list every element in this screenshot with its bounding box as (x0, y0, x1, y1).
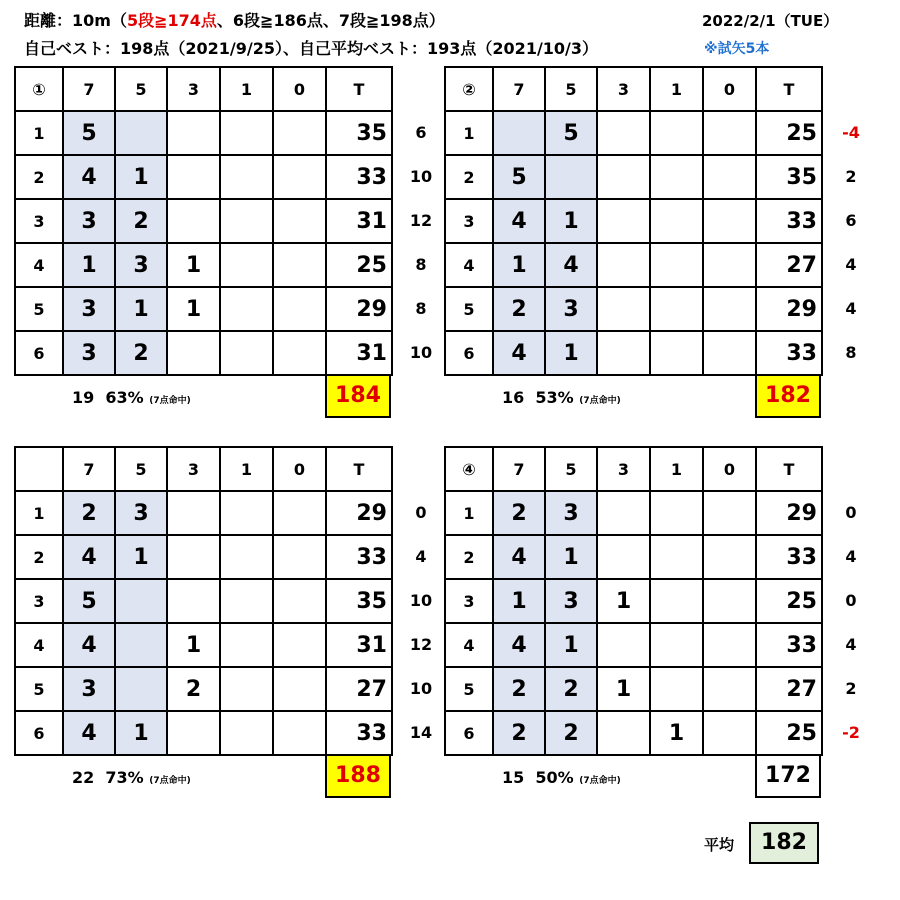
column-header: 0 (273, 67, 326, 111)
column-header: 1 (220, 447, 273, 491)
column-header: 1 (650, 67, 703, 111)
arrow-count (703, 111, 756, 155)
arrow-count: 4 (545, 243, 597, 287)
arrow-count: 1 (597, 579, 650, 623)
arrow-count: 5 (545, 111, 597, 155)
score-row (445, 331, 822, 375)
arrow-count (650, 491, 703, 535)
distance-suffix: 、6段≧186点、7段≧198点） (216, 11, 445, 30)
arrow-count (220, 243, 273, 287)
arrow-count: 1 (115, 711, 167, 755)
arrow-count (167, 199, 220, 243)
arrow-count: 2 (493, 711, 545, 755)
column-header: 3 (597, 67, 650, 111)
personal-best-line: 自己ベスト：198点（2021/9/25）、自己平均ベスト：193点（2021/10/3） (24, 39, 599, 58)
arrow-count (650, 287, 703, 331)
end-diff: 4 (845, 255, 857, 274)
end-number: 5 (15, 667, 63, 711)
arrow-count (650, 243, 703, 287)
arrow-count (220, 579, 273, 623)
end-diff: 4 (845, 547, 857, 566)
end-number: 3 (15, 579, 63, 623)
end-number: 5 (445, 287, 493, 331)
end-total: 27 (756, 243, 822, 287)
column-header: 1 (650, 447, 703, 491)
column-header: T (756, 447, 822, 491)
score-row (15, 199, 392, 243)
hit-count: 16 (502, 388, 525, 407)
score-row (445, 287, 822, 331)
block-label: ① (15, 67, 63, 111)
score-row (445, 535, 822, 579)
arrow-count: 4 (493, 623, 545, 667)
arrow-count (703, 331, 756, 375)
column-header: 5 (115, 447, 167, 491)
score-row (445, 623, 822, 667)
rank5-threshold: 5段≧174点 (126, 11, 217, 30)
end-diff: 0 (845, 591, 857, 610)
score-table-1 (14, 66, 393, 376)
block-label: ② (445, 67, 493, 111)
arrow-count (115, 579, 167, 623)
arrow-count (703, 155, 756, 199)
arrow-count: 5 (63, 579, 115, 623)
end-total: 35 (756, 155, 822, 199)
column-header: 5 (545, 447, 597, 491)
average-value: 182 (749, 822, 819, 864)
end-diff: 4 (415, 547, 427, 566)
arrow-count: 3 (545, 491, 597, 535)
end-total: 29 (326, 491, 392, 535)
end-total: 31 (326, 623, 392, 667)
score-row (15, 711, 392, 755)
end-number: 5 (15, 287, 63, 331)
score-row (15, 111, 392, 155)
arrow-count (273, 535, 326, 579)
arrow-count (597, 199, 650, 243)
block-label (15, 447, 63, 491)
end-total: 31 (326, 199, 392, 243)
arrow-count: 1 (167, 287, 220, 331)
session-date: 2022/2/1（TUE） (702, 12, 839, 30)
hit-count: 15 (502, 768, 525, 787)
arrow-count (650, 155, 703, 199)
column-header: T (326, 67, 392, 111)
arrow-count (273, 199, 326, 243)
score-row (15, 579, 392, 623)
arrow-count: 4 (493, 331, 545, 375)
arrow-count (703, 711, 756, 755)
arrow-count: 1 (167, 243, 220, 287)
hit-percent: 50% (535, 768, 574, 787)
arrow-count (703, 535, 756, 579)
end-number: 6 (15, 711, 63, 755)
arrow-count (650, 199, 703, 243)
score-row (445, 243, 822, 287)
end-diff: 6 (845, 211, 857, 230)
arrow-count (273, 287, 326, 331)
arrow-count (115, 667, 167, 711)
warmup-note: ※試矢5本 (704, 41, 770, 57)
end-total: 33 (756, 535, 822, 579)
arrow-count: 2 (63, 491, 115, 535)
end-total: 33 (326, 155, 392, 199)
end-number: 4 (445, 243, 493, 287)
end-number: 3 (445, 199, 493, 243)
arrow-count: 3 (63, 331, 115, 375)
arrow-count (703, 243, 756, 287)
arrow-count (650, 111, 703, 155)
end-diff: 10 (409, 343, 433, 362)
column-header: 1 (220, 67, 273, 111)
column-header: 7 (63, 447, 115, 491)
arrow-count (220, 287, 273, 331)
arrow-count (493, 111, 545, 155)
end-total: 25 (756, 579, 822, 623)
arrow-count: 2 (545, 711, 597, 755)
arrow-count (597, 711, 650, 755)
score-row (445, 491, 822, 535)
hit-percent-note: (7点命中) (579, 776, 621, 786)
end-number: 4 (15, 623, 63, 667)
arrow-count (597, 111, 650, 155)
arrow-count (597, 623, 650, 667)
arrow-count (167, 711, 220, 755)
arrow-count: 1 (545, 331, 597, 375)
hit-percent-note: (7点命中) (149, 776, 191, 786)
column-header: 5 (115, 67, 167, 111)
end-total: 29 (756, 287, 822, 331)
arrow-count: 3 (63, 287, 115, 331)
end-diff: 14 (409, 723, 433, 742)
hit-percent: 73% (105, 768, 144, 787)
block-total: 188 (325, 754, 391, 798)
arrow-count (220, 111, 273, 155)
end-total: 29 (756, 491, 822, 535)
arrow-count: 1 (545, 199, 597, 243)
arrow-count (650, 623, 703, 667)
end-diff: 6 (415, 123, 427, 142)
block-label: ④ (445, 447, 493, 491)
arrow-count: 1 (63, 243, 115, 287)
arrow-count (115, 623, 167, 667)
column-header: 0 (703, 67, 756, 111)
hit-count: 19 (72, 388, 95, 407)
column-header: 7 (493, 447, 545, 491)
score-table-4 (444, 446, 823, 756)
end-number: 5 (445, 667, 493, 711)
score-row (15, 331, 392, 375)
arrow-count (703, 623, 756, 667)
distance-line (24, 8, 445, 31)
end-total: 33 (326, 711, 392, 755)
end-total: 33 (756, 623, 822, 667)
end-number: 4 (15, 243, 63, 287)
column-header: T (326, 447, 392, 491)
end-number: 2 (15, 155, 63, 199)
block-total: 182 (755, 374, 821, 418)
score-row (15, 491, 392, 535)
hit-percent-note: (7点命中) (149, 396, 191, 406)
arrow-count (273, 623, 326, 667)
arrow-count: 1 (115, 535, 167, 579)
arrow-count (273, 579, 326, 623)
column-header: T (756, 67, 822, 111)
arrow-count (273, 111, 326, 155)
score-row (445, 579, 822, 623)
arrow-count (650, 667, 703, 711)
arrow-count: 1 (167, 623, 220, 667)
end-diff: 8 (415, 299, 427, 318)
arrow-count: 1 (493, 579, 545, 623)
end-number: 1 (445, 111, 493, 155)
score-row (445, 667, 822, 711)
arrow-count (597, 535, 650, 579)
end-number: 1 (15, 491, 63, 535)
arrow-count: 4 (63, 623, 115, 667)
score-row (15, 243, 392, 287)
arrow-count: 1 (493, 243, 545, 287)
arrow-count (273, 711, 326, 755)
hit-summary (72, 388, 191, 407)
end-diff: 0 (415, 503, 427, 522)
column-header: 3 (167, 447, 220, 491)
end-total: 35 (326, 111, 392, 155)
arrow-count (167, 535, 220, 579)
column-header: 0 (703, 447, 756, 491)
arrow-count (220, 623, 273, 667)
block-total: 172 (755, 754, 821, 798)
end-total: 31 (326, 331, 392, 375)
arrow-count: 2 (493, 491, 545, 535)
arrow-count: 4 (63, 535, 115, 579)
arrow-count: 5 (493, 155, 545, 199)
arrow-count: 3 (545, 287, 597, 331)
end-number: 2 (445, 155, 493, 199)
arrow-count (597, 491, 650, 535)
hit-count: 22 (72, 768, 95, 787)
arrow-count (220, 331, 273, 375)
score-row (445, 711, 822, 755)
end-diff: 12 (409, 211, 433, 230)
end-number: 3 (445, 579, 493, 623)
arrow-count: 3 (63, 667, 115, 711)
arrow-count: 3 (545, 579, 597, 623)
arrow-count (220, 711, 273, 755)
end-number: 6 (15, 331, 63, 375)
score-row (15, 287, 392, 331)
score-table-3 (14, 446, 393, 756)
end-diff: 10 (409, 167, 433, 186)
end-number: 4 (445, 623, 493, 667)
end-diff: 10 (409, 591, 433, 610)
column-header: 5 (545, 67, 597, 111)
end-number: 1 (445, 491, 493, 535)
column-header: 3 (597, 447, 650, 491)
column-header: 7 (63, 67, 115, 111)
end-total: 25 (756, 111, 822, 155)
column-header: 0 (273, 447, 326, 491)
end-number: 2 (445, 535, 493, 579)
arrow-count: 2 (167, 667, 220, 711)
end-diff: 2 (845, 167, 857, 186)
arrow-count (597, 287, 650, 331)
score-row (445, 155, 822, 199)
arrow-count (597, 331, 650, 375)
arrow-count: 3 (115, 243, 167, 287)
hit-summary (72, 768, 191, 787)
score-row (445, 111, 822, 155)
arrow-count (597, 155, 650, 199)
arrow-count (220, 535, 273, 579)
end-diff: 4 (845, 299, 857, 318)
end-number: 1 (15, 111, 63, 155)
arrow-count (703, 287, 756, 331)
arrow-count: 1 (115, 155, 167, 199)
arrow-count (650, 579, 703, 623)
arrow-count: 2 (493, 287, 545, 331)
arrow-count (273, 491, 326, 535)
arrow-count (115, 111, 167, 155)
arrow-count: 4 (493, 199, 545, 243)
end-diff: -2 (842, 723, 860, 742)
score-row (445, 199, 822, 243)
end-diff: -4 (842, 123, 860, 142)
arrow-count (597, 243, 650, 287)
arrow-count: 3 (63, 199, 115, 243)
hit-percent: 63% (105, 388, 144, 407)
arrow-count (273, 331, 326, 375)
arrow-count (703, 667, 756, 711)
hit-percent-note: (7点命中) (579, 396, 621, 406)
arrow-count: 4 (493, 535, 545, 579)
arrow-count: 5 (63, 111, 115, 155)
end-number: 2 (15, 535, 63, 579)
end-total: 33 (756, 199, 822, 243)
arrow-count (220, 155, 273, 199)
arrow-count (703, 199, 756, 243)
end-total: 27 (326, 667, 392, 711)
end-total: 25 (756, 711, 822, 755)
arrow-count (220, 491, 273, 535)
arrow-count (545, 155, 597, 199)
end-diff: 12 (409, 635, 433, 654)
end-total: 25 (326, 243, 392, 287)
arrow-count (167, 111, 220, 155)
arrow-count: 3 (115, 491, 167, 535)
end-diff: 0 (845, 503, 857, 522)
column-header: 3 (167, 67, 220, 111)
end-number: 6 (445, 711, 493, 755)
end-total: 33 (756, 331, 822, 375)
score-table-2 (444, 66, 823, 376)
arrow-count: 1 (115, 287, 167, 331)
score-row (15, 667, 392, 711)
end-diff: 10 (409, 679, 433, 698)
arrow-count (167, 491, 220, 535)
arrow-count: 1 (545, 535, 597, 579)
hit-summary (502, 388, 621, 407)
arrow-count: 1 (650, 711, 703, 755)
end-total: 27 (756, 667, 822, 711)
end-total: 35 (326, 579, 392, 623)
arrow-count (650, 331, 703, 375)
block-total: 184 (325, 374, 391, 418)
end-total: 33 (326, 535, 392, 579)
end-total: 29 (326, 287, 392, 331)
end-diff: 8 (845, 343, 857, 362)
arrow-count (273, 155, 326, 199)
arrow-count (167, 155, 220, 199)
arrow-count (273, 243, 326, 287)
arrow-count: 2 (493, 667, 545, 711)
score-row (15, 535, 392, 579)
arrow-count: 4 (63, 155, 115, 199)
arrow-count: 2 (545, 667, 597, 711)
score-row (15, 623, 392, 667)
average-label: 平均 (704, 836, 735, 854)
arrow-count: 2 (115, 199, 167, 243)
end-diff: 2 (845, 679, 857, 698)
hit-summary (502, 768, 621, 787)
end-diff: 4 (845, 635, 857, 654)
arrow-count (167, 579, 220, 623)
arrow-count: 2 (115, 331, 167, 375)
arrow-count (220, 667, 273, 711)
score-row (15, 155, 392, 199)
arrow-count: 4 (63, 711, 115, 755)
end-number: 6 (445, 331, 493, 375)
arrow-count (273, 667, 326, 711)
arrow-count: 1 (597, 667, 650, 711)
arrow-count (167, 331, 220, 375)
end-diff: 8 (415, 255, 427, 274)
arrow-count: 1 (545, 623, 597, 667)
end-number: 3 (15, 199, 63, 243)
arrow-count (703, 491, 756, 535)
arrow-count (650, 535, 703, 579)
distance-prefix: 距離：10m（ (24, 11, 127, 30)
arrow-count (703, 579, 756, 623)
hit-percent: 53% (535, 388, 574, 407)
arrow-count (220, 199, 273, 243)
column-header: 7 (493, 67, 545, 111)
